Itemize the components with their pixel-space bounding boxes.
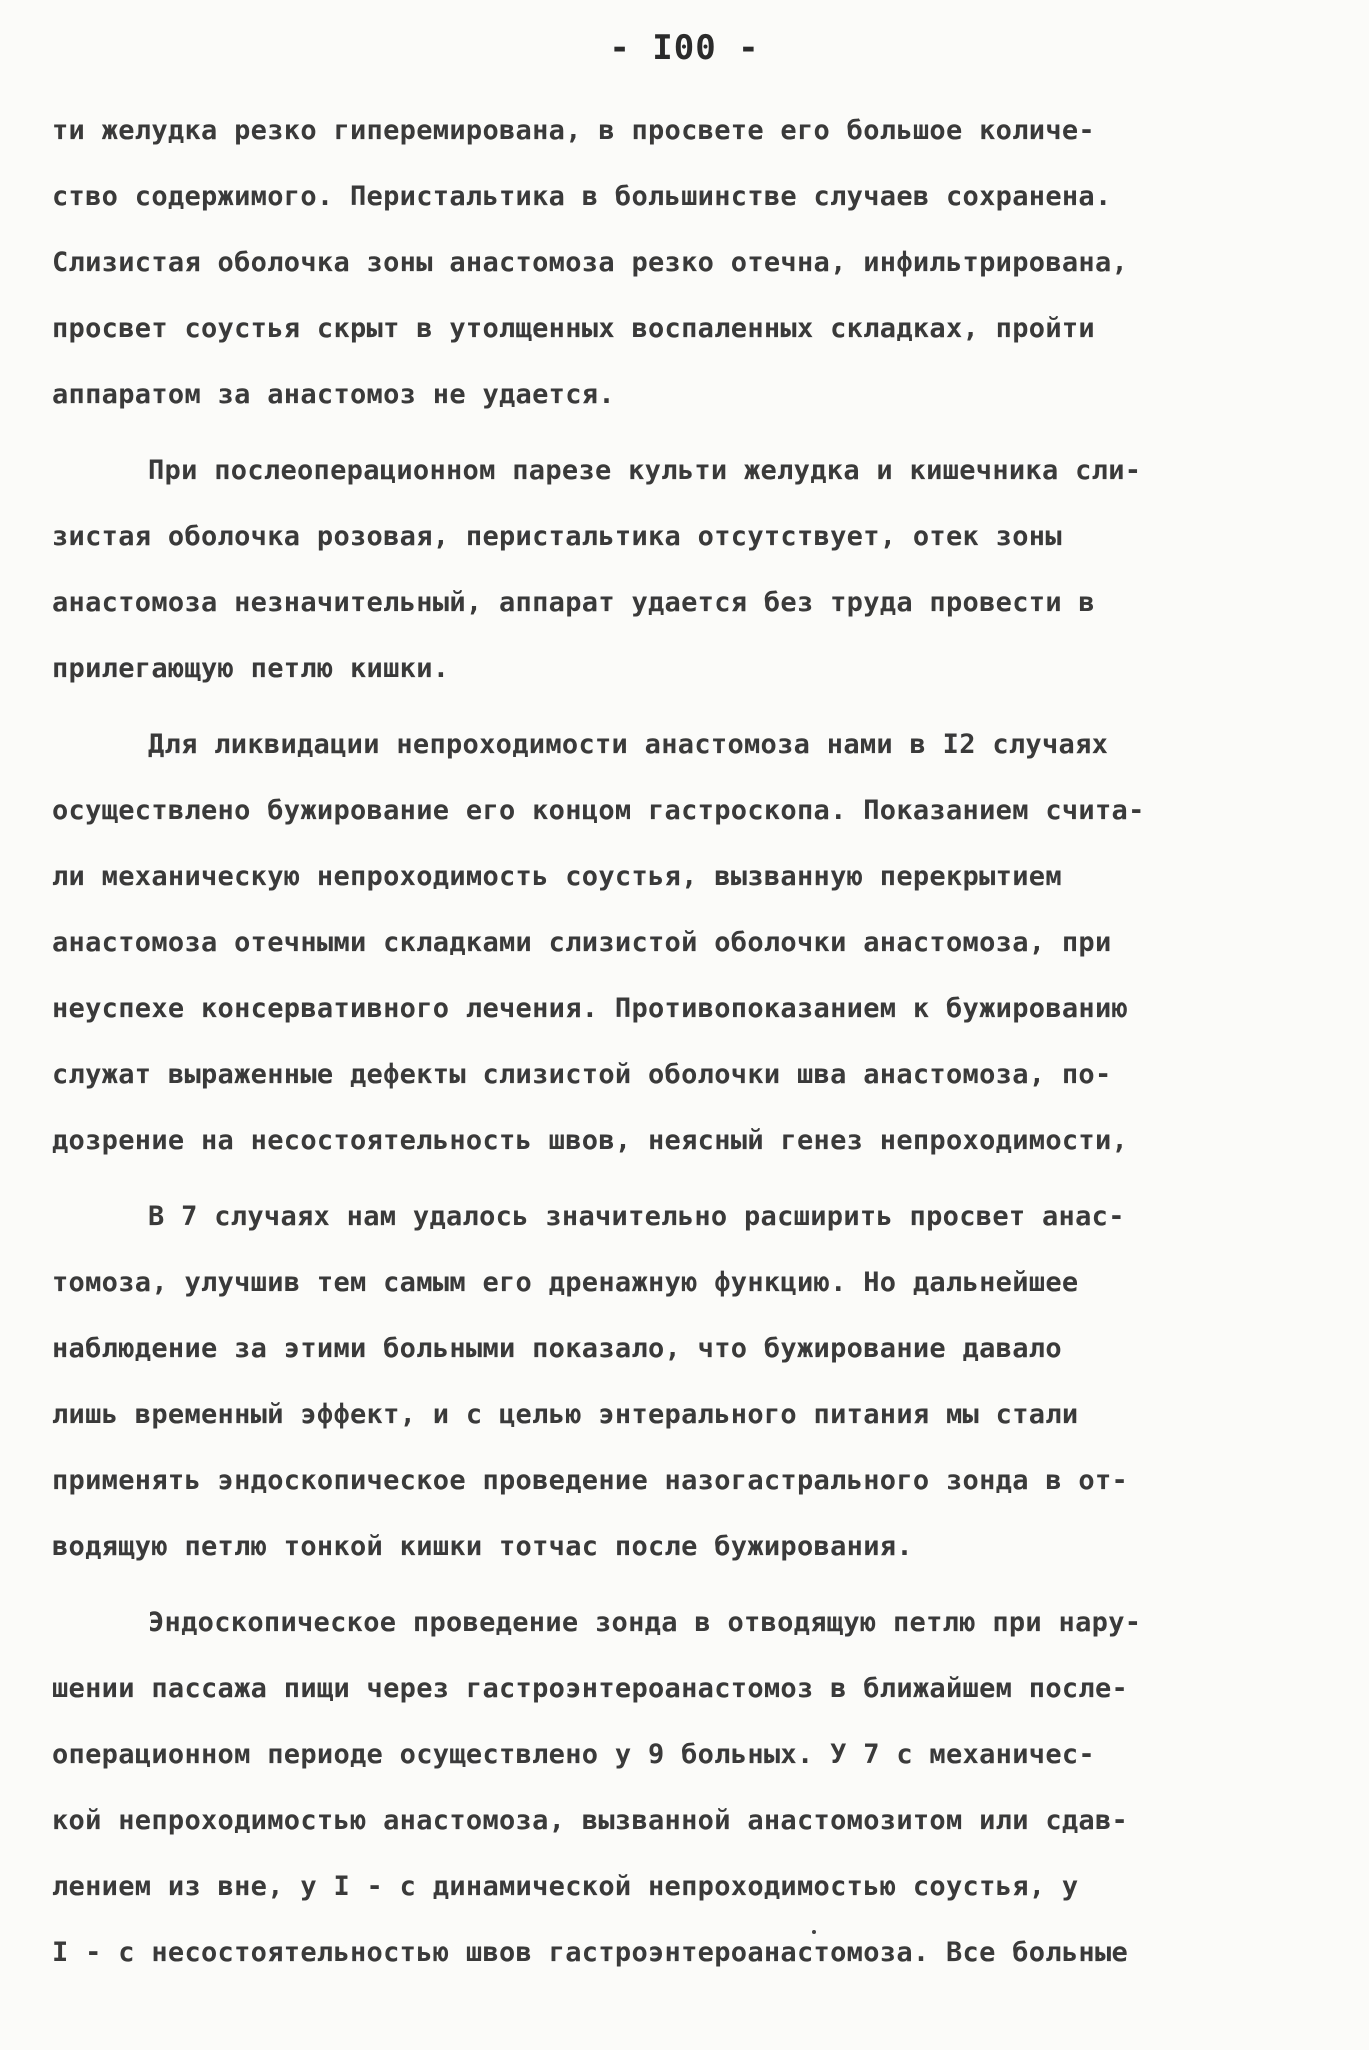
- text-line: водящую петлю тонкой кишки тотчас после бужирования.: [52, 1531, 913, 1562]
- text-line: В 7 случаях нам удалось значительно расширить просвет анас-: [148, 1201, 1125, 1232]
- page-number: - I00 -: [609, 28, 760, 68]
- text-line: анастомоза отечными складками слизистой оболочки анастомоза, при: [52, 927, 1112, 958]
- text-line: ти желудка резко гиперемирована, в просвете его большое количе-: [52, 115, 1095, 146]
- text-line: Для ликвидации непроходимости анастомоза нами в I2 случаях: [148, 729, 1109, 760]
- text-line: ство содержимого. Перистальтика в большинстве случаев сохранена.: [52, 181, 1112, 212]
- scan-speck: [812, 1930, 816, 1934]
- text-line: кой непроходимостью анастомоза, вызванной анастомозитом или сдав-: [52, 1805, 1129, 1836]
- text-line: При послеоперационном парезе культи желудка и кишечника сли-: [148, 455, 1142, 486]
- text-line: дозрение на несостоятельность швов, неясный генез непроходимости,: [52, 1125, 1129, 1156]
- text-line: анастомоза незначительный, аппарат удается без труда провести в: [52, 587, 1095, 618]
- text-line: неуспехе консервативного лечения. Противопоказанием к бужированию: [52, 993, 1129, 1024]
- text-line: наблюдение за этими больными показало, что бужирование давало: [52, 1333, 1062, 1364]
- paragraph-2: [52, 438, 1302, 702]
- text-line: прилегающую петлю кишки.: [52, 653, 450, 684]
- paragraph-4: [52, 1184, 1302, 1580]
- text-line: операционном периоде осуществлено у 9 больных. У 7 с механичес-: [52, 1739, 1095, 1770]
- text-line: лением из вне, у I - с динамической непроходимостью соустья, у: [52, 1871, 1079, 1902]
- text-line: томоза, улучшив тем самым его дренажную функцию. Но дальнейшее: [52, 1267, 1079, 1298]
- text-line: лишь временный эффект, и с целью энтерального питания мы стали: [52, 1399, 1079, 1430]
- text-line: просвет соустья скрыт в утолщенных воспаленных складках, пройти: [52, 313, 1095, 344]
- paragraph-3: [52, 712, 1302, 1174]
- body-text: [52, 98, 1302, 1986]
- text-line: зистая оболочка розовая, перистальтика отсутствует, отек зоны: [52, 521, 1062, 552]
- text-line: Эндоскопическое проведение зонда в отводящую петлю при нару-: [148, 1607, 1142, 1638]
- text-line: Слизистая оболочка зоны анастомоза резко отечна, инфильтрирована,: [52, 247, 1129, 278]
- text-line: шении пассажа пищи через гастроэнтероанастомоз в ближайшем после-: [52, 1673, 1129, 1704]
- text-line: ли механическую непроходимость соустья, вызванную перекрытием: [52, 861, 1062, 892]
- paragraph-5: [52, 1590, 1302, 1986]
- paragraph-1: [52, 98, 1302, 428]
- text-line: применять эндоскопическое проведение назогастрального зонда в от-: [52, 1465, 1129, 1496]
- text-line: служат выраженные дефекты слизистой оболочки шва анастомоза, по-: [52, 1059, 1112, 1090]
- text-line: осуществлено бужирование его концом гастроскопа. Показанием счита-: [52, 795, 1145, 826]
- text-line: аппаратом за анастомоз не удается.: [52, 379, 615, 410]
- text-line: I - с несостоятельностью швов гастроэнтероанастомоза. Все больные: [52, 1937, 1129, 1968]
